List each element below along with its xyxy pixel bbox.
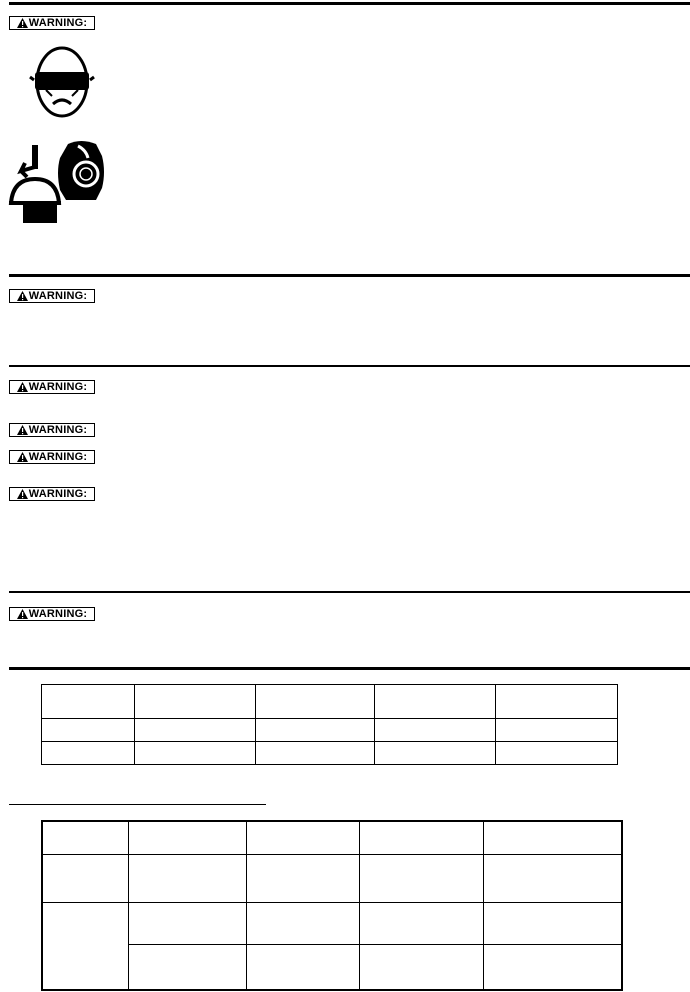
table-cell xyxy=(483,944,622,990)
alert-triangle-icon xyxy=(17,425,28,435)
warning-badge xyxy=(9,380,95,394)
table-cell xyxy=(129,902,247,944)
table-row xyxy=(42,902,622,944)
specification-table-2 xyxy=(41,820,623,991)
warning-badge xyxy=(9,450,95,464)
table-cell xyxy=(255,719,375,742)
table-cell xyxy=(375,685,496,719)
alert-triangle-icon xyxy=(17,291,28,301)
table-cell xyxy=(360,944,484,990)
section-divider-1 xyxy=(9,274,690,277)
table-cell xyxy=(246,944,360,990)
table-cell xyxy=(360,821,484,854)
alert-triangle-icon xyxy=(17,382,28,392)
table-cell xyxy=(246,821,360,854)
safety-goggles-icon xyxy=(26,44,98,120)
table-cell xyxy=(483,854,622,902)
table-cell xyxy=(375,719,496,742)
table-cell xyxy=(360,854,484,902)
warning-label: WARNING: xyxy=(28,450,88,463)
ear-muffs-icon xyxy=(56,140,106,202)
table-cell xyxy=(360,902,484,944)
warning-label: WARNING: xyxy=(28,423,88,436)
table-row xyxy=(42,944,622,990)
table-row xyxy=(42,742,618,765)
table-cell xyxy=(42,854,129,902)
table-cell xyxy=(134,742,255,765)
table-cell xyxy=(255,742,375,765)
section-divider-4 xyxy=(9,667,690,670)
warning-label: WARNING: xyxy=(28,487,88,500)
table-row xyxy=(42,821,622,854)
warning-badge xyxy=(9,487,95,501)
table-cell xyxy=(42,719,135,742)
table-row xyxy=(42,719,618,742)
table-cell xyxy=(496,719,618,742)
table-cell xyxy=(134,719,255,742)
table-cell xyxy=(246,902,360,944)
alert-triangle-icon xyxy=(17,609,28,619)
alert-triangle-icon xyxy=(17,18,28,28)
section-heading-underline xyxy=(9,804,266,805)
table-cell xyxy=(246,854,360,902)
table-cell xyxy=(42,685,135,719)
table-cell xyxy=(375,742,496,765)
table-cell xyxy=(42,902,129,990)
table-cell xyxy=(255,685,375,719)
warning-badge xyxy=(9,289,95,303)
specification-table-1 xyxy=(41,684,618,765)
alert-triangle-icon xyxy=(17,452,28,462)
table-row xyxy=(42,854,622,902)
table-cell xyxy=(129,944,247,990)
table-cell xyxy=(42,742,135,765)
alert-triangle-icon xyxy=(17,489,28,499)
warning-label: WARNING: xyxy=(28,380,88,393)
section-divider-top xyxy=(9,2,690,5)
table-cell xyxy=(496,685,618,719)
table-cell xyxy=(134,685,255,719)
section-divider-3 xyxy=(9,591,690,593)
table-cell xyxy=(129,854,247,902)
section-divider-2 xyxy=(9,365,690,367)
warning-label: WARNING: xyxy=(28,289,88,302)
table-cell xyxy=(483,902,622,944)
warning-badge xyxy=(9,607,95,621)
table-cell xyxy=(483,821,622,854)
warning-label: WARNING: xyxy=(28,16,88,29)
dust-mask-icon xyxy=(7,145,63,223)
warning-badge xyxy=(9,423,95,437)
table-row xyxy=(42,685,618,719)
table-cell xyxy=(42,821,129,854)
warning-badge xyxy=(9,16,95,30)
table-cell xyxy=(496,742,618,765)
warning-label: WARNING: xyxy=(28,607,88,620)
table-cell xyxy=(129,821,247,854)
